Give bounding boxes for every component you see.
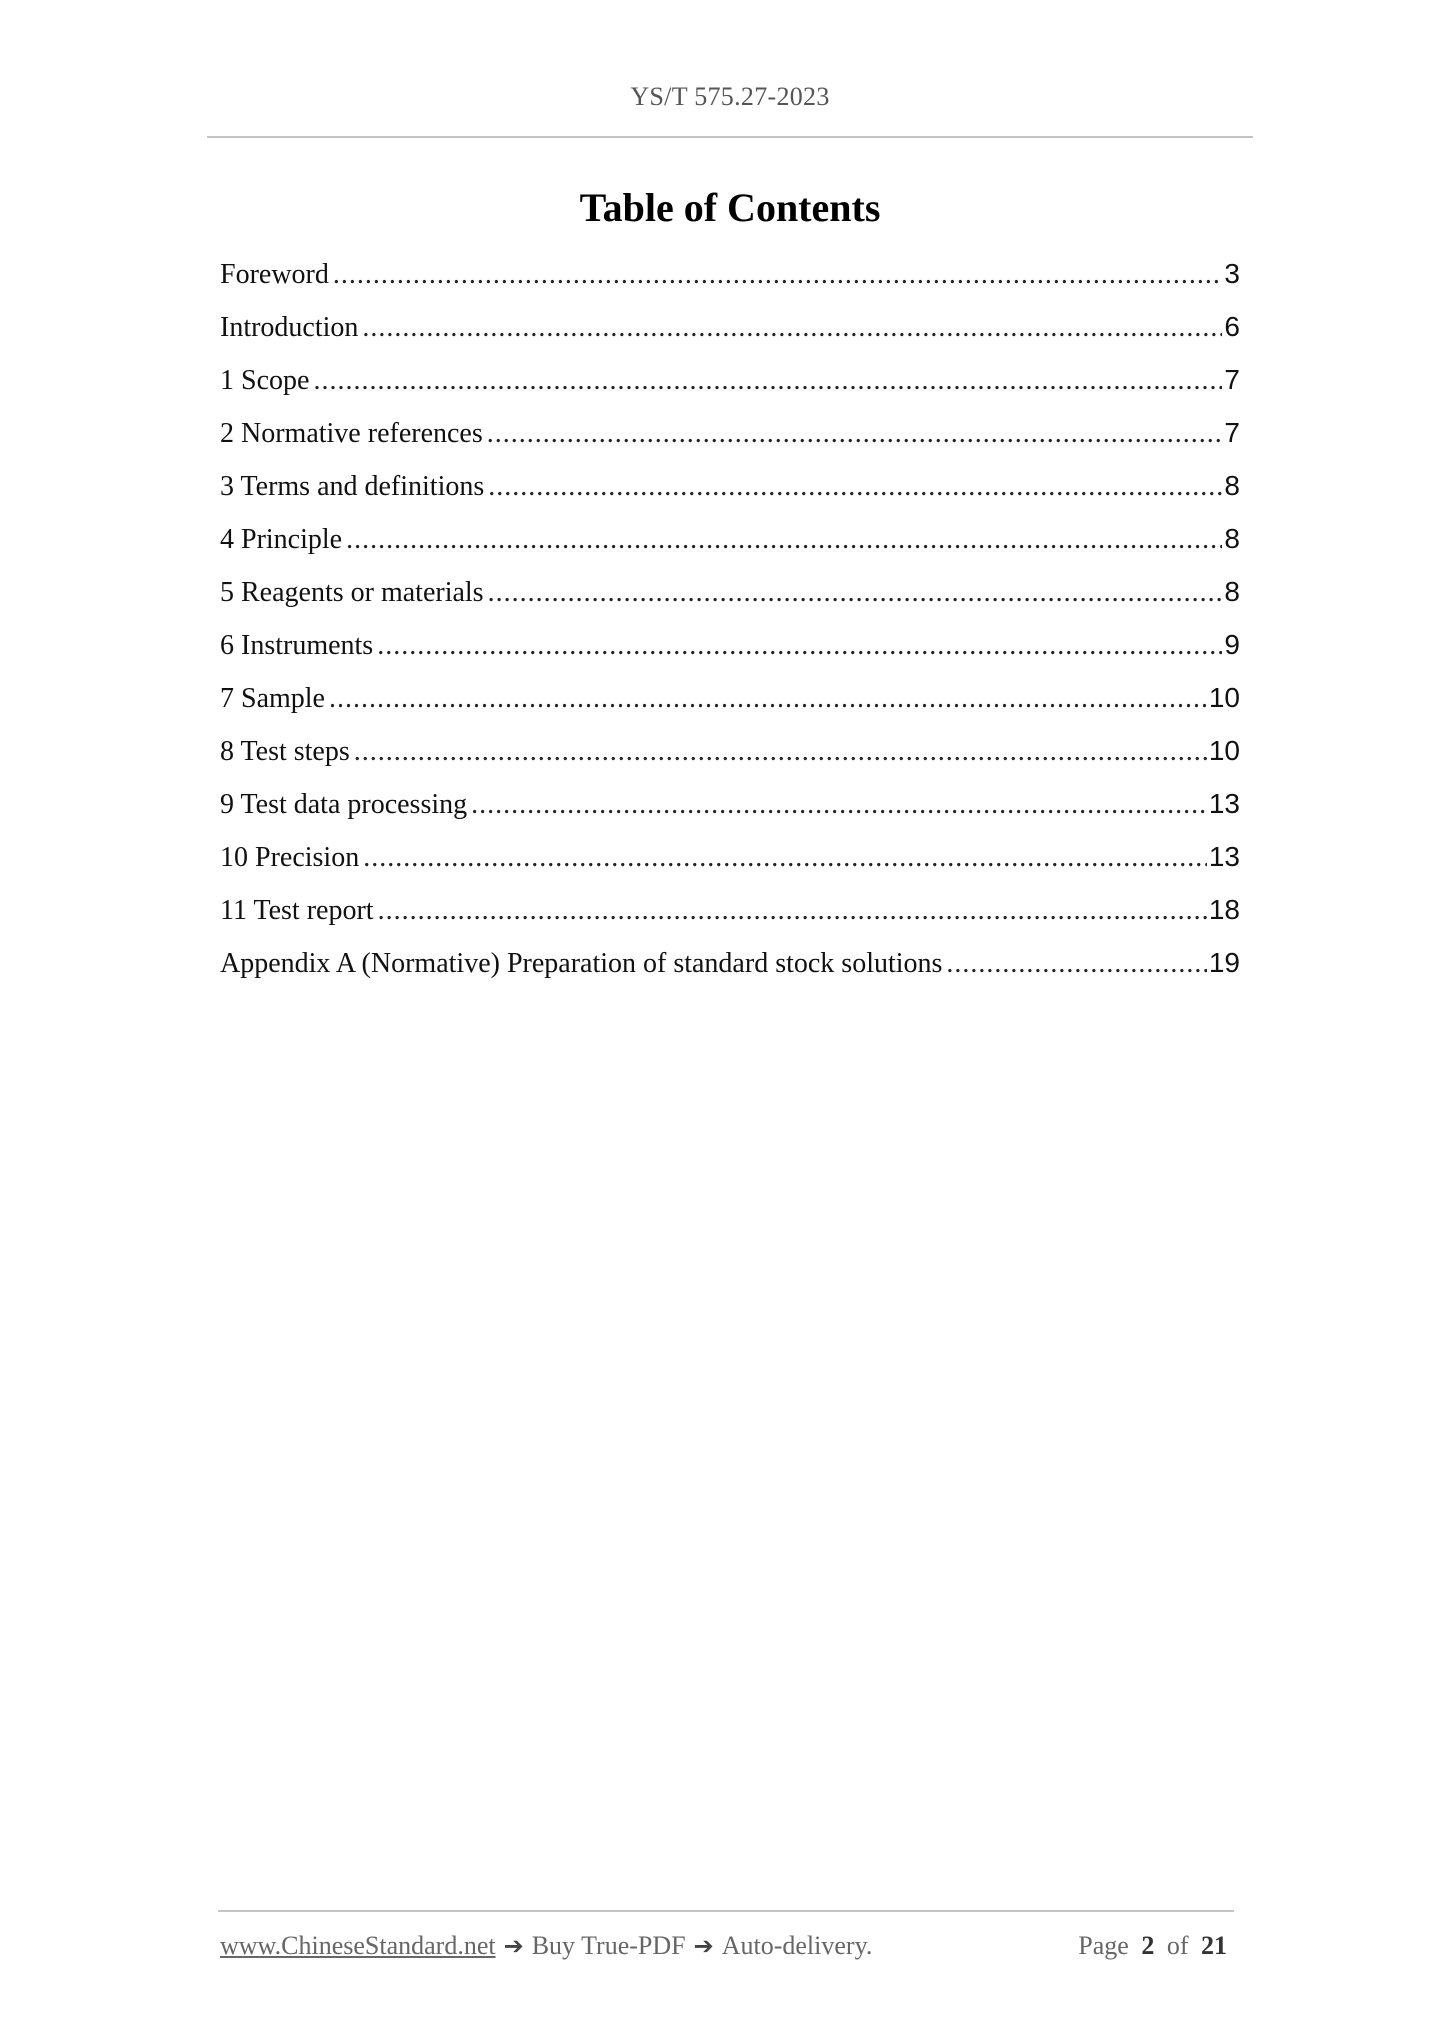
toc-entry-page: 8 xyxy=(1224,470,1240,501)
toc-entry-page: 9 xyxy=(1224,629,1240,660)
toc-list xyxy=(220,258,1240,1000)
total-pages-number: 21 xyxy=(1201,1931,1227,1960)
toc-entry-page: 19 xyxy=(1208,947,1240,978)
toc-entry-label: Foreword xyxy=(220,259,329,290)
auto-delivery-text: Auto-delivery. xyxy=(721,1931,873,1960)
toc-entry-sample[interactable] xyxy=(220,682,1240,735)
toc-entry-introduction[interactable] xyxy=(220,311,1240,364)
toc-leader-dots xyxy=(363,842,1207,874)
toc-entry-reagents[interactable] xyxy=(220,576,1240,629)
toc-leader-dots xyxy=(488,471,1222,503)
toc-entry-normative-references[interactable] xyxy=(220,417,1240,470)
toc-entry-label: Appendix A (Normative) Preparation of standard stock solutions xyxy=(220,948,943,979)
toc-entry-scope[interactable] xyxy=(220,364,1240,417)
toc-entry-principle[interactable] xyxy=(220,523,1240,576)
toc-entry-page: 13 xyxy=(1208,788,1240,819)
page-word: Page xyxy=(1078,1931,1129,1960)
toc-entry-page: 8 xyxy=(1224,576,1240,607)
toc-leader-dots xyxy=(329,683,1207,715)
buy-true-pdf-text: Buy True-PDF xyxy=(531,1931,686,1960)
website-link[interactable]: www.ChineseStandard.net xyxy=(220,1931,496,1960)
toc-entry-page: 18 xyxy=(1208,894,1240,925)
toc-leader-dots xyxy=(333,259,1223,291)
toc-entry-page: 10 xyxy=(1208,682,1240,713)
toc-entry-page: 8 xyxy=(1224,523,1240,554)
toc-entry-label: 6 Instruments xyxy=(220,630,374,661)
toc-entry-label: 7 Sample xyxy=(220,683,325,714)
toc-entry-appendix-a[interactable] xyxy=(220,947,1240,1000)
right-arrow-icon: ➔ xyxy=(503,1932,524,1960)
toc-leader-dots xyxy=(354,736,1207,768)
toc-entry-page: 7 xyxy=(1224,417,1240,448)
toc-entry-label: 3 Terms and definitions xyxy=(220,471,485,502)
toc-entry-label: 1 Scope xyxy=(220,365,310,396)
toc-entry-label: 4 Principle xyxy=(220,524,343,555)
toc-entry-test-report[interactable] xyxy=(220,894,1240,947)
toc-leader-dots xyxy=(377,630,1222,662)
toc-entry-page: 13 xyxy=(1208,841,1240,872)
toc-entry-instruments[interactable] xyxy=(220,629,1240,682)
toc-entry-page: 10 xyxy=(1208,735,1240,766)
toc-entry-precision[interactable] xyxy=(220,841,1240,894)
toc-entry-page: 3 xyxy=(1224,258,1240,289)
toc-leader-dots xyxy=(471,789,1207,821)
toc-entry-label: 8 Test steps xyxy=(220,736,350,767)
toc-leader-dots xyxy=(946,948,1206,980)
of-word: of xyxy=(1166,1931,1189,1960)
toc-entry-label: Introduction xyxy=(220,312,359,343)
toc-leader-dots xyxy=(488,577,1223,609)
toc-entry-terms-definitions[interactable] xyxy=(220,470,1240,523)
toc-leader-dots xyxy=(487,418,1223,450)
toc-title: Table of Contents xyxy=(579,185,881,230)
toc-entry-foreword[interactable] xyxy=(220,258,1240,311)
toc-leader-dots xyxy=(346,524,1222,556)
header-divider xyxy=(207,136,1253,138)
toc-entry-label: 5 Reagents or materials xyxy=(220,577,484,608)
document-header-id: YS/T 575.27-2023 xyxy=(630,82,830,111)
footer-divider xyxy=(218,1910,1234,1912)
toc-entry-label: 2 Normative references xyxy=(220,418,483,449)
toc-leader-dots xyxy=(362,312,1222,344)
toc-entry-test-steps[interactable] xyxy=(220,735,1240,788)
toc-entry-label: 10 Precision xyxy=(220,842,360,873)
toc-entry-label: 11 Test report xyxy=(220,895,374,926)
toc-entry-label: 9 Test data processing xyxy=(220,789,468,820)
toc-entry-page: 6 xyxy=(1224,311,1240,342)
toc-entry-page: 7 xyxy=(1224,364,1240,395)
toc-leader-dots xyxy=(313,365,1222,397)
right-arrow-icon: ➔ xyxy=(693,1932,714,1960)
toc-leader-dots xyxy=(378,895,1207,927)
footer-promo xyxy=(220,1931,872,1961)
page-footer xyxy=(220,1931,1230,1961)
toc-entry-test-data-processing[interactable] xyxy=(220,788,1240,841)
current-page-number: 2 xyxy=(1141,1931,1155,1960)
page-counter xyxy=(1075,1931,1230,1961)
